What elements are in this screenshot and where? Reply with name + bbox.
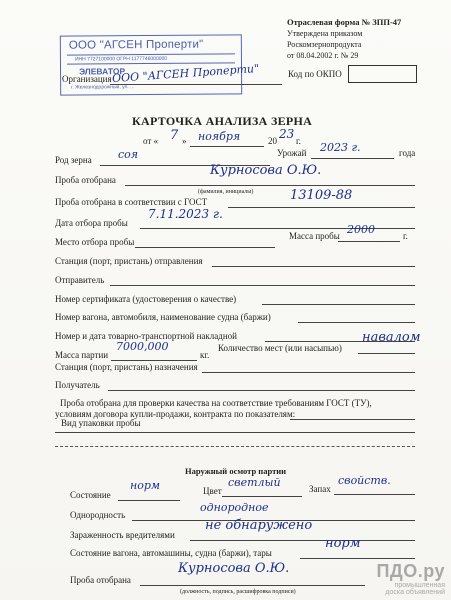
batch-mass-underline bbox=[111, 360, 197, 361]
org-underline bbox=[110, 84, 282, 85]
purpose-line-1: Проба отобрана для проверки качества на соответствие требованиям ГОСТ (ТУ), bbox=[60, 398, 372, 408]
sampled-by-caption: (фамилия, инициалы) bbox=[198, 189, 254, 195]
mass-unit: г. bbox=[403, 231, 408, 241]
approved-line-1: Утверждена приказом bbox=[287, 29, 363, 38]
harvest-underline bbox=[311, 158, 394, 159]
date-mid: » bbox=[182, 136, 187, 146]
sampled-by-underline bbox=[125, 185, 415, 186]
pests-label: Зараженность вредителями bbox=[70, 530, 175, 540]
color-underline bbox=[222, 496, 302, 497]
watermark-subtitle-2: доска объявлений bbox=[385, 589, 445, 596]
mass-label: Масса пробы bbox=[289, 231, 340, 241]
wagon-label: Номер вагона, автомобиля, наименование судна (баржи) bbox=[55, 312, 271, 322]
date-month: ноября bbox=[198, 130, 241, 143]
wagon-underline bbox=[298, 322, 415, 323]
wagon-state-label: Состояние вагона, автомашины, судна (баржи), тары bbox=[70, 548, 272, 558]
pests-value: не обнаружено bbox=[205, 518, 313, 533]
color-label: Цвет bbox=[203, 486, 222, 496]
purpose-blank-line bbox=[55, 432, 415, 433]
uniformity-label: Однородность bbox=[70, 510, 126, 520]
sample-date-value: 7.11.2023 г. bbox=[148, 207, 223, 221]
waybill-label: Номер и дата товарно-транспортной накладной bbox=[55, 331, 237, 341]
date-month-underline bbox=[190, 146, 264, 147]
harvest-value: 2023 г. bbox=[320, 141, 361, 154]
harvest-label: Урожай bbox=[277, 148, 307, 158]
batch-mass-label: Масса партии bbox=[55, 350, 109, 360]
wagon-state-value: норм bbox=[325, 536, 361, 551]
final-sampled-label: Проба отобрана bbox=[70, 575, 131, 585]
batch-mass-value: 7000,000 bbox=[116, 340, 169, 353]
station-to-underline bbox=[202, 372, 415, 373]
date-day: 7 bbox=[170, 128, 179, 143]
smell-underline bbox=[334, 494, 415, 495]
date-suffix: г. bbox=[296, 136, 301, 146]
org-value: ООО "АГСЕН Проперти" bbox=[111, 61, 260, 86]
harvest-suffix: года bbox=[399, 148, 416, 158]
pests-underline bbox=[190, 540, 415, 541]
mass-value: 2000 bbox=[347, 223, 375, 236]
stamp-address: г. Железнодорожный, ул. ... bbox=[71, 84, 135, 91]
approved-line-2: Роскомзернопродукта bbox=[287, 40, 362, 49]
okpo-box bbox=[348, 65, 417, 83]
batch-mass-unit: кг. bbox=[200, 350, 210, 360]
place-label: Место отбора пробы bbox=[55, 237, 135, 247]
state-label: Состояние bbox=[70, 490, 111, 500]
sampled-by-value: Курносова О.Ю. bbox=[210, 163, 322, 178]
receiver-underline bbox=[108, 390, 415, 391]
cert-label: Номер сертификата (удостоверения о качестве) bbox=[55, 294, 237, 304]
sampled-by-label: Проба отобрана bbox=[55, 175, 116, 185]
watermark bbox=[376, 561, 445, 596]
cert-underline bbox=[262, 304, 415, 305]
final-sampled-underline bbox=[140, 585, 365, 586]
sender-underline bbox=[110, 285, 415, 286]
mass-underline bbox=[338, 241, 400, 242]
form-name: Отраслевая форма № ЗПП-47 bbox=[287, 17, 402, 27]
sample-date-label: Дата отбора пробы bbox=[55, 218, 128, 228]
date-year: 23 bbox=[279, 127, 295, 141]
station-from-label: Станция (порт, пристань) отправления bbox=[55, 256, 203, 266]
wagon-state-underline bbox=[300, 558, 415, 559]
color-value: светлый bbox=[228, 476, 281, 489]
station-to-label: Станция (порт, пристань) назначения bbox=[55, 362, 198, 372]
watermark-logo: ПДО.ру bbox=[376, 561, 445, 581]
date-year-prefix: 20 bbox=[268, 136, 277, 146]
smell-value: свойств. bbox=[338, 474, 391, 487]
watermark-subtitle-1: промышленная bbox=[394, 582, 445, 589]
uniformity-value: однородное bbox=[200, 501, 269, 514]
grain-type-label: Род зерна bbox=[55, 155, 92, 165]
places-value: навалом bbox=[362, 330, 421, 345]
state-value: норм bbox=[130, 479, 161, 492]
places-label: Количество мест (или насыпью) bbox=[218, 343, 342, 353]
packaging-underline bbox=[55, 446, 415, 447]
org-label: Организация bbox=[62, 74, 112, 84]
place-underline bbox=[135, 247, 275, 248]
gost-label: Проба отобрана в соответствии с ГОСТ bbox=[55, 197, 208, 207]
approved-line-3: от 08.04.2002 г. № 29 bbox=[287, 51, 359, 60]
state-underline bbox=[118, 500, 180, 501]
document-title: КАРТОЧКА АНАЛИЗА ЗЕРНА bbox=[132, 114, 313, 128]
gost-underline bbox=[228, 207, 415, 208]
stamp-company: ООО "АГСЕН Проперти" bbox=[68, 38, 204, 52]
okpo-label: Код по ОКПО bbox=[288, 69, 342, 79]
places-underline bbox=[358, 353, 415, 354]
final-sampled-value: Курносова О.Ю. bbox=[178, 561, 290, 576]
receiver-label: Получатель bbox=[55, 380, 100, 390]
grain-type-value: соя bbox=[118, 148, 139, 161]
packaging-label: Вид упаковки пробы bbox=[61, 418, 141, 428]
station-from-underline bbox=[212, 266, 415, 267]
stamp-city: ЭЛЕВАТОР bbox=[79, 66, 126, 77]
sender-label: Отправитель bbox=[55, 275, 105, 285]
purpose-underline bbox=[290, 419, 415, 420]
inspection-title: Наружный осмотр партии bbox=[185, 466, 287, 476]
final-sampled-caption: (должность, подпись, расшифровка подписи) bbox=[180, 589, 296, 595]
smell-label: Запах bbox=[309, 484, 331, 494]
purpose-line-2: условиям договора купли-продажи, контракта по показателям: bbox=[55, 409, 296, 419]
stamp-codes: ИНН 7727100000 ОГРН 1177746000000 bbox=[74, 55, 168, 63]
date-prefix: от « bbox=[143, 136, 159, 146]
gost-value: 13109-88 bbox=[290, 188, 353, 203]
